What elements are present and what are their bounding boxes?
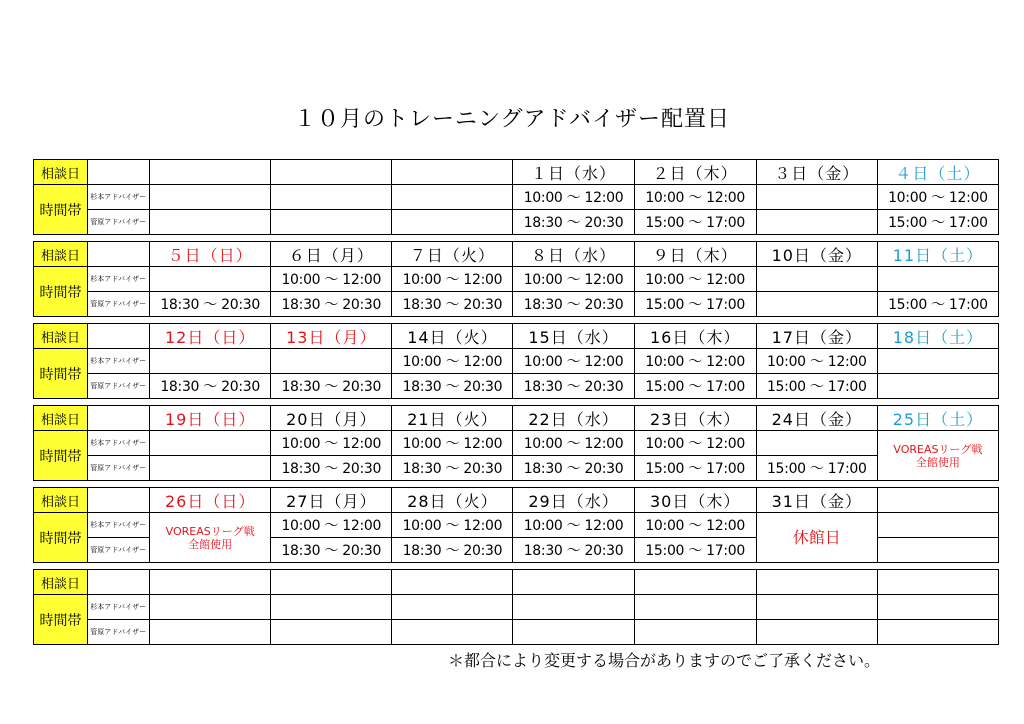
time-cell: [150, 620, 271, 645]
event-note-line2: 全館使用: [915, 455, 960, 469]
date-row: [34, 406, 999, 431]
time-cell: [756, 292, 877, 317]
date-cell: 13日（月）: [271, 324, 392, 349]
time-cell: 18:30 ～ 20:30: [150, 374, 271, 399]
event-note-line2: 全館使用: [188, 537, 233, 551]
date-cell: 19日（日）: [150, 406, 271, 431]
date-cell: [271, 570, 392, 595]
blank-cell: [88, 324, 150, 349]
date-row: [34, 570, 999, 595]
week-block: [33, 569, 999, 645]
date-cell: ７日（火）: [392, 242, 513, 267]
time-cell: 10:00 ～ 12:00: [513, 267, 634, 292]
time-row: [34, 185, 999, 210]
time-cell: 15:00 ～ 17:00: [756, 374, 877, 399]
date-cell: ６日（月）: [271, 242, 392, 267]
time-cell: 10:00 ～ 12:00: [392, 513, 513, 538]
time-row: [34, 267, 999, 292]
time-cell: 15:00 ～ 17:00: [634, 292, 756, 317]
date-cell: [392, 570, 513, 595]
time-cell: 10:00 ～ 12:00: [756, 349, 877, 374]
page-title: １０月のトレーニングアドバイザー配置日: [293, 107, 731, 132]
date-cell: 22日（水）: [513, 406, 634, 431]
time-cell: [634, 620, 756, 645]
time-cell: 10:00 ～ 12:00: [392, 267, 513, 292]
consult-day-label: 相談日: [34, 406, 88, 431]
date-cell: 21日（火）: [392, 406, 513, 431]
time-cell: 10:00 ～ 12:00: [877, 185, 998, 210]
date-cell: [150, 570, 271, 595]
adviser-label: 管原アドバイザー: [88, 374, 150, 399]
time-row: [34, 513, 999, 538]
date-cell: 27日（月）: [271, 488, 392, 513]
time-cell: [271, 210, 392, 235]
blank-cell: [88, 570, 150, 595]
time-row: [34, 374, 999, 399]
blank-cell: [88, 160, 150, 185]
time-cell: 10:00 ～ 12:00: [634, 267, 756, 292]
time-row: [34, 620, 999, 645]
time-cell: 15:00 ～ 17:00: [877, 292, 998, 317]
time-cell: 10:00 ～ 12:00: [634, 431, 756, 456]
time-cell: [150, 185, 271, 210]
date-cell: 31日（金）: [756, 488, 877, 513]
time-cell: [877, 513, 998, 538]
blank-cell: [88, 242, 150, 267]
time-cell: 18:30 ～ 20:30: [271, 292, 392, 317]
time-row: [34, 456, 999, 481]
time-cell: [150, 349, 271, 374]
time-cell: 18:30 ～ 20:30: [392, 374, 513, 399]
date-cell: [150, 160, 271, 185]
week-block: [33, 159, 999, 235]
time-cell: 10:00 ～ 12:00: [513, 431, 634, 456]
time-cell: [756, 431, 877, 456]
date-cell: ３日（金）: [756, 160, 877, 185]
time-row: [34, 349, 999, 374]
consult-day-label: 相談日: [34, 570, 88, 595]
adviser-label: 管原アドバイザー: [88, 456, 150, 481]
date-cell: 18日（土）: [877, 324, 998, 349]
date-cell: 24日（金）: [756, 406, 877, 431]
time-cell: 18:30 ～ 20:30: [271, 374, 392, 399]
date-cell: [756, 570, 877, 595]
consult-day-label: 相談日: [34, 488, 88, 513]
date-cell: １日（水）: [513, 160, 634, 185]
adviser-label: 杉本アドバイザー: [88, 185, 150, 210]
date-cell: 23日（木）: [634, 406, 756, 431]
adviser-label: 管原アドバイザー: [88, 538, 150, 563]
adviser-label: 杉本アドバイザー: [88, 349, 150, 374]
date-cell: ５日（日）: [150, 242, 271, 267]
week-block: [33, 323, 999, 399]
date-row: [34, 488, 999, 513]
event-note-line1: VOREASリーグ戦: [893, 442, 983, 456]
date-cell: [877, 488, 998, 513]
time-cell: 18:30 ～ 20:30: [513, 292, 634, 317]
date-cell: 12日（日）: [150, 324, 271, 349]
time-slot-label: 時間帯: [34, 595, 88, 645]
time-cell: [877, 374, 998, 399]
date-cell: 10日（金）: [756, 242, 877, 267]
note-cell: [877, 431, 998, 481]
time-cell: 18:30 ～ 20:30: [392, 538, 513, 563]
time-cell: 18:30 ～ 20:30: [513, 210, 634, 235]
time-cell: [150, 595, 271, 620]
time-cell: [271, 349, 392, 374]
date-cell: 17日（金）: [756, 324, 877, 349]
date-cell: 28日（火）: [392, 488, 513, 513]
date-cell: [392, 160, 513, 185]
time-cell: 18:30 ～ 20:30: [513, 538, 634, 563]
week-block: [33, 487, 999, 563]
blank-cell: [88, 488, 150, 513]
date-cell: 11日（土）: [877, 242, 998, 267]
time-cell: [756, 267, 877, 292]
time-cell: 15:00 ～ 17:00: [634, 210, 756, 235]
date-cell: ８日（水）: [513, 242, 634, 267]
closed-day-text: 休館日: [792, 528, 841, 547]
time-cell: 18:30 ～ 20:30: [271, 456, 392, 481]
week-block: [33, 241, 999, 317]
time-cell: [271, 185, 392, 210]
time-cell: [150, 210, 271, 235]
time-cell: [150, 267, 271, 292]
date-cell: [513, 570, 634, 595]
time-cell: 10:00 ～ 12:00: [513, 513, 634, 538]
adviser-label: 管原アドバイザー: [88, 210, 150, 235]
consult-day-label: 相談日: [34, 242, 88, 267]
date-row: [34, 160, 999, 185]
time-slot-label: 時間帯: [34, 349, 88, 399]
date-cell: 16日（木）: [634, 324, 756, 349]
date-row: [34, 324, 999, 349]
date-cell: 14日（火）: [392, 324, 513, 349]
time-cell: 18:30 ～ 20:30: [150, 292, 271, 317]
adviser-label: 杉本アドバイザー: [88, 595, 150, 620]
time-cell: 15:00 ～ 17:00: [634, 538, 756, 563]
time-cell: [392, 210, 513, 235]
time-cell: 15:00 ～ 17:00: [634, 456, 756, 481]
time-cell: 15:00 ～ 17:00: [634, 374, 756, 399]
time-cell: [877, 595, 998, 620]
time-cell: 18:30 ～ 20:30: [392, 456, 513, 481]
time-cell: [756, 185, 877, 210]
date-cell: 30日（木）: [634, 488, 756, 513]
time-cell: [634, 595, 756, 620]
date-cell: 29日（水）: [513, 488, 634, 513]
adviser-label: 管原アドバイザー: [88, 620, 150, 645]
footer-note: ＊都合により変更する場合がありますのでご了承ください。: [448, 651, 881, 670]
time-cell: 15:00 ～ 17:00: [756, 456, 877, 481]
time-row: [34, 595, 999, 620]
time-cell: [756, 620, 877, 645]
time-cell: 10:00 ～ 12:00: [634, 349, 756, 374]
time-cell: [877, 267, 998, 292]
time-cell: [271, 620, 392, 645]
adviser-label: 杉本アドバイザー: [88, 267, 150, 292]
time-slot-label: 時間帯: [34, 185, 88, 235]
date-cell: ９日（木）: [634, 242, 756, 267]
time-cell: [877, 620, 998, 645]
time-cell: [877, 349, 998, 374]
time-cell: [392, 620, 513, 645]
date-cell: 25日（土）: [877, 406, 998, 431]
time-cell: 10:00 ～ 12:00: [271, 431, 392, 456]
date-cell: [634, 570, 756, 595]
adviser-label: 杉本アドバイザー: [88, 513, 150, 538]
date-cell: [271, 160, 392, 185]
date-cell: 26日（日）: [150, 488, 271, 513]
time-cell: 10:00 ～ 12:00: [634, 513, 756, 538]
time-cell: 10:00 ～ 12:00: [392, 431, 513, 456]
time-row: [34, 292, 999, 317]
time-cell: [756, 595, 877, 620]
date-cell: [877, 570, 998, 595]
time-cell: 10:00 ～ 12:00: [513, 349, 634, 374]
consult-day-label: 相談日: [34, 324, 88, 349]
time-cell: [392, 185, 513, 210]
time-cell: [756, 210, 877, 235]
time-cell: 10:00 ～ 12:00: [634, 185, 756, 210]
time-slot-label: 時間帯: [34, 267, 88, 317]
time-cell: 10:00 ～ 12:00: [513, 185, 634, 210]
time-cell: [513, 595, 634, 620]
note-cell: [756, 513, 877, 563]
blank-cell: [88, 406, 150, 431]
time-cell: 10:00 ～ 12:00: [271, 513, 392, 538]
time-cell: [150, 431, 271, 456]
date-cell: ４日（土）: [877, 160, 998, 185]
time-cell: [513, 620, 634, 645]
time-row: [34, 431, 999, 456]
consult-day-label: 相談日: [34, 160, 88, 185]
week-block: [33, 405, 999, 481]
date-row: [34, 242, 999, 267]
time-cell: 10:00 ～ 12:00: [271, 267, 392, 292]
time-cell: [150, 456, 271, 481]
date-cell: 15日（水）: [513, 324, 634, 349]
time-cell: 18:30 ～ 20:30: [271, 538, 392, 563]
time-cell: [271, 595, 392, 620]
time-slot-label: 時間帯: [34, 431, 88, 481]
time-row: [34, 210, 999, 235]
adviser-label: 杉本アドバイザー: [88, 431, 150, 456]
time-slot-label: 時間帯: [34, 513, 88, 563]
time-cell: 18:30 ～ 20:30: [513, 374, 634, 399]
time-cell: 18:30 ～ 20:30: [392, 292, 513, 317]
time-cell: 10:00 ～ 12:00: [392, 349, 513, 374]
event-note-line1: VOREASリーグ戦: [165, 524, 255, 538]
time-cell: [877, 538, 998, 563]
date-cell: ２日（木）: [634, 160, 756, 185]
time-cell: 15:00 ～ 17:00: [877, 210, 998, 235]
note-cell: [150, 513, 271, 563]
adviser-label: 管原アドバイザー: [88, 292, 150, 317]
time-cell: 18:30 ～ 20:30: [513, 456, 634, 481]
date-cell: 20日（月）: [271, 406, 392, 431]
time-cell: [392, 595, 513, 620]
